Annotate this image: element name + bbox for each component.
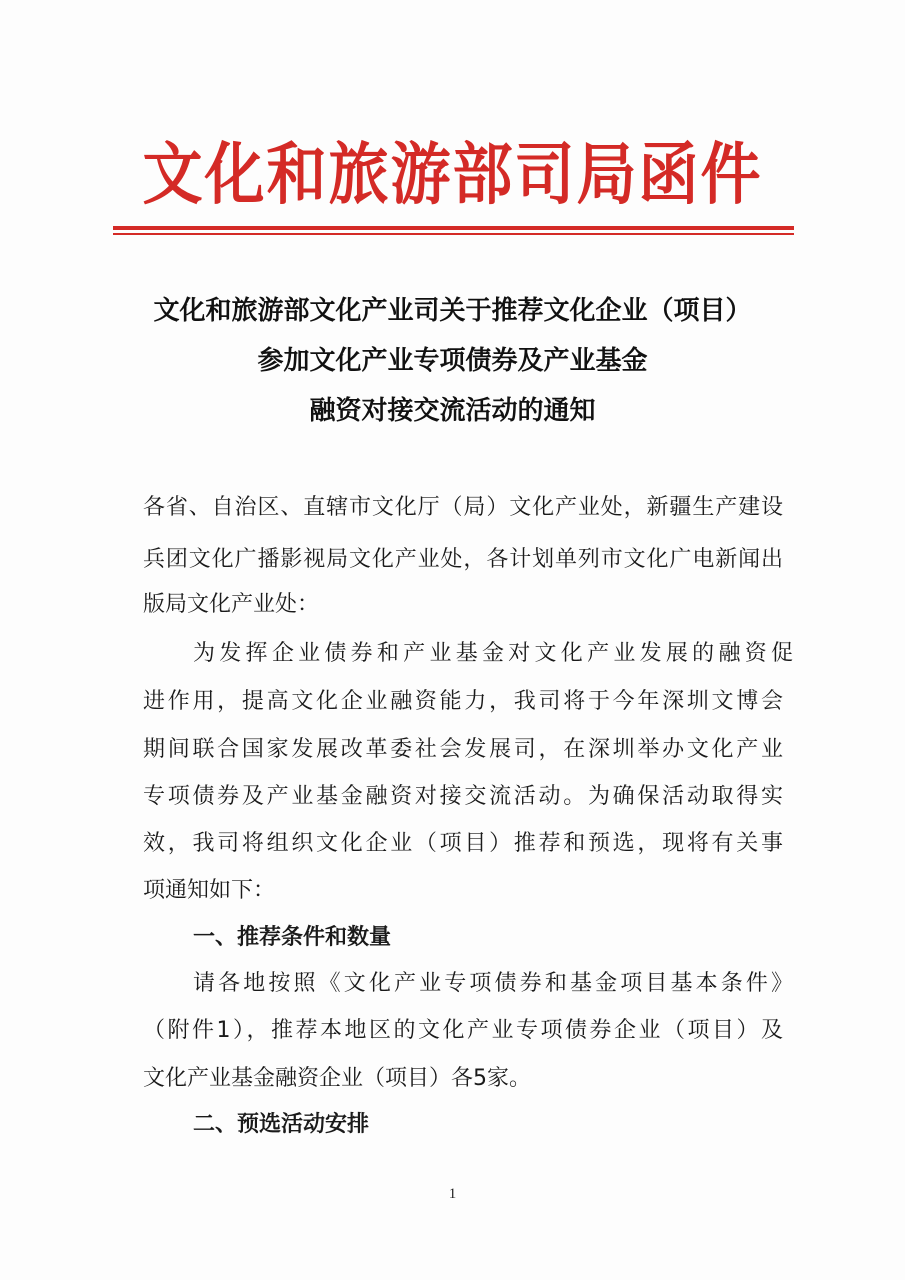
document-title-line: 文化和旅游部文化产业司关于推荐文化企业（项目） — [153, 296, 752, 326]
recipients-line: 各省、自治区、直辖市文化厅（局）文化产业处，新疆生产建设 — [143, 495, 783, 520]
letterhead-rule-thin — [113, 233, 794, 235]
section-2-heading: 二、预选活动安排 — [193, 1112, 370, 1137]
document-title-line: 参加文化产业专项债券及产业基金 — [257, 346, 648, 376]
section-1-heading: 一、推荐条件和数量 — [193, 925, 392, 950]
intro-paragraph-line: 效，我司将组织文化企业（项目）推荐和预选，现将有关事 — [143, 831, 783, 856]
intro-paragraph-line: 专项债券及产业基金融资对接交流活动。为确保活动取得实 — [143, 784, 783, 809]
intro-paragraph-line: 期间联合国家发展改革委社会发展司，在深圳举办文化产业 — [143, 737, 783, 762]
section-1-line: 文化产业基金融资企业（项目）各5家。 — [143, 1066, 531, 1091]
section-1-line: （附件1），推荐本地区的文化产业专项债券企业（项目）及 — [143, 1018, 783, 1043]
letterhead-rule-thick — [113, 226, 794, 230]
page-number: 1 — [448, 1186, 457, 1202]
document-title-line: 融资对接交流活动的通知 — [309, 396, 596, 426]
intro-paragraph-line: 进作用，提高文化企业融资能力，我司将于今年深圳文博会 — [143, 689, 783, 714]
recipients-line: 版局文化产业处： — [143, 592, 320, 617]
letterhead-title: 文化和旅游部司局函件 — [142, 135, 763, 215]
recipients-line: 兵团文化广播影视局文化产业处，各计划单列市文化广电新闻出 — [143, 547, 783, 572]
intro-paragraph-line: 为发挥企业债券和产业基金对文化产业发展的融资促 — [193, 641, 793, 666]
intro-paragraph-line: 项通知如下： — [143, 878, 276, 903]
section-1-line: 请各地按照《文化产业专项债券和基金项目基本条件》 — [193, 971, 793, 996]
